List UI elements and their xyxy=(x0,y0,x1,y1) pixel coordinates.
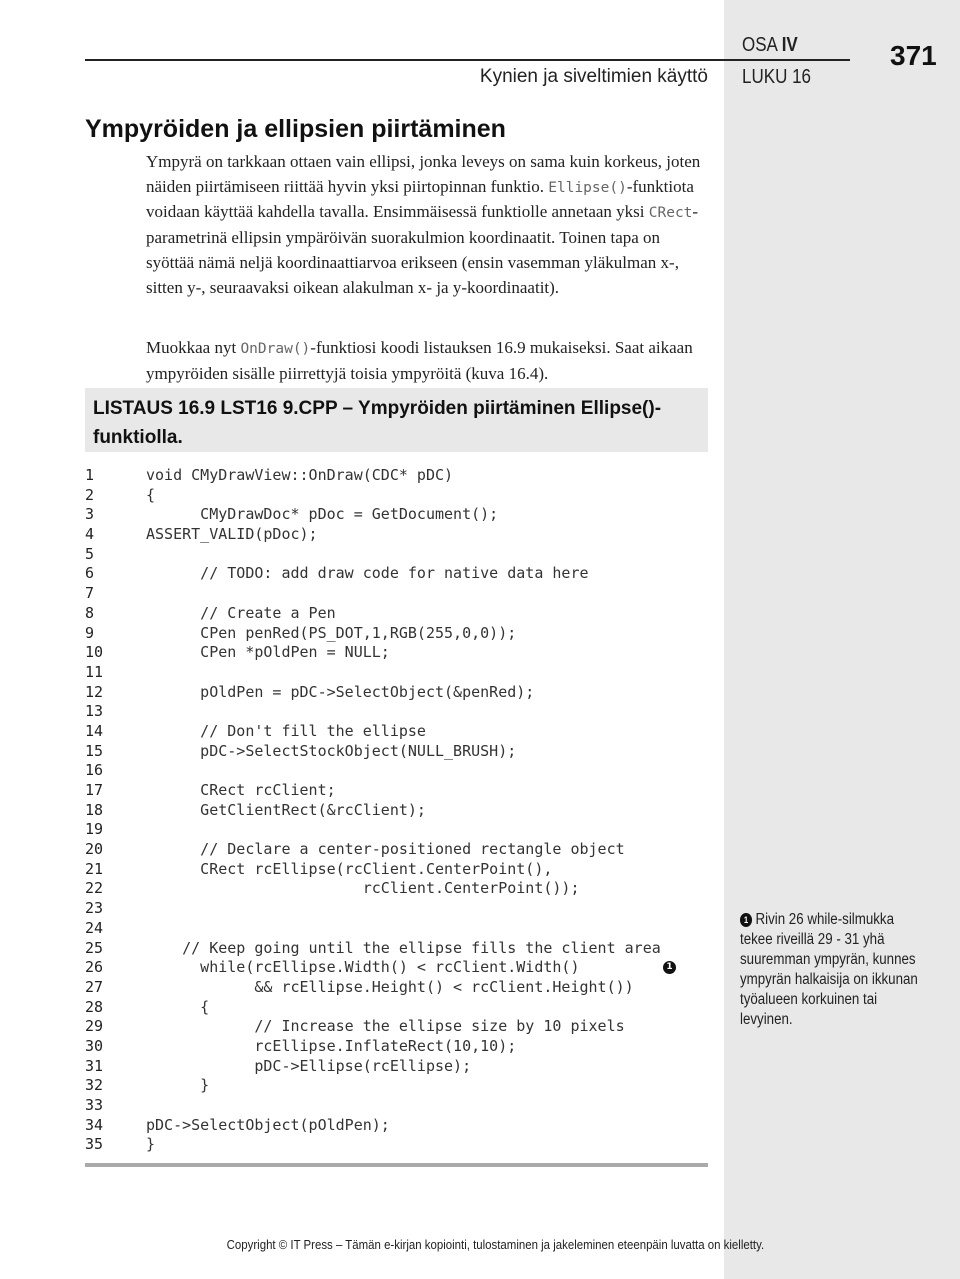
code-line xyxy=(85,584,725,604)
line-number: 26 xyxy=(85,958,104,977)
code-line xyxy=(85,978,725,998)
code-line xyxy=(85,683,725,703)
code-text: pOldPen = pDC->SelectObject(&penRed); xyxy=(146,682,535,701)
part-prefix: OSA xyxy=(742,34,777,56)
code-line xyxy=(85,564,725,584)
line-number: 14 xyxy=(85,721,104,740)
inline-code-crect: CRect xyxy=(648,205,693,222)
line-number: 33 xyxy=(85,1096,104,1114)
code-line xyxy=(85,624,725,644)
instruction-text-1: Muokkaa nyt xyxy=(146,338,241,357)
line-number: 4 xyxy=(85,525,95,544)
code-text: pDC->SelectStockObject(NULL_BRUSH); xyxy=(146,741,517,760)
line-number: 28 xyxy=(85,997,104,1016)
chapter-label: LUKU 16 xyxy=(742,66,811,88)
code-line xyxy=(85,742,725,762)
line-number: 5 xyxy=(85,544,95,563)
code-line xyxy=(85,643,725,663)
line-number: 35 xyxy=(85,1135,104,1154)
margin-note xyxy=(740,910,924,1030)
code-line xyxy=(85,525,725,545)
code-line xyxy=(85,604,725,624)
line-number: 8 xyxy=(85,603,95,622)
code-text: } xyxy=(146,1135,156,1154)
code-line xyxy=(85,663,725,683)
line-number: 29 xyxy=(85,1017,104,1036)
line-number: 1 xyxy=(85,466,95,484)
instruction-text-2: -funktiosi koodi listauksen 16.9 mukaiseksi. Saat aikaan ympyröiden sisälle piirrettyjä toisia ympyröitä (kuva 16.4). xyxy=(146,338,693,383)
intro-text-2: -funktiota voidaan käyttää kahdella tavalla. Ensimmäisessä funktiolle annetaan yksi xyxy=(146,176,694,222)
listing-caption: LISTAUS 16.9 LST16 9.CPP – Ympyröiden piirtäminen Ellipse()-funktiolla. xyxy=(93,398,662,448)
running-head: Kynien ja siveltimien käyttö xyxy=(479,66,708,87)
code-line xyxy=(85,801,725,821)
code-text: // Increase the ellipse size by 10 pixels xyxy=(146,1017,625,1036)
code-line xyxy=(85,1135,725,1155)
line-number: 12 xyxy=(85,682,104,701)
line-number: 15 xyxy=(85,741,104,760)
part-number: IV xyxy=(781,34,798,56)
line-number: 34 xyxy=(85,1115,104,1134)
code-text: CPen penRed(PS_DOT,1,RGB(255,0,0)); xyxy=(146,623,517,642)
code-line xyxy=(85,919,725,939)
instruction-paragraph xyxy=(146,336,706,386)
code-text: pDC->Ellipse(rcEllipse); xyxy=(146,1056,472,1075)
margin-note-text: Rivin 26 while-silmukka tekee riveillä 29 - 31 yhä suuremman ympyrän, kunnes ympyrän halkaisija on ikkunan työalueen korkuinen tai levyinen. xyxy=(740,911,918,1028)
line-number: 20 xyxy=(85,840,104,859)
intro-paragraph xyxy=(146,150,706,300)
code-text: // Don't fill the ellipse xyxy=(146,721,426,740)
note-marker-icon: 1 xyxy=(740,913,752,927)
intro-text-1: Ympyrä on tarkkaan ottaen vain ellipsi, jonka leveys on sama kuin korkeus, joten näiden piirtämiseen riittää hyvin yksi piirtopinnan funktio. xyxy=(146,152,701,196)
copyright-text: Copyright © IT Press – Tämän e-kirjan kopiointi, tulostaminen ja jakeleminen eteenpäin luvatta on kielletty. xyxy=(226,1237,764,1252)
code-text: GetClientRect(&rcClient); xyxy=(146,800,426,819)
line-number: 30 xyxy=(85,1036,104,1055)
line-number: 13 xyxy=(85,702,104,721)
code-line xyxy=(85,1057,725,1077)
line-number: 18 xyxy=(85,800,104,819)
line-number: 11 xyxy=(85,662,104,681)
line-number: 31 xyxy=(85,1056,104,1075)
code-text: { xyxy=(146,485,156,504)
code-line xyxy=(85,505,725,525)
inline-code-ondraw: OnDraw() xyxy=(240,341,311,357)
code-line xyxy=(85,820,725,840)
line-number: 9 xyxy=(85,623,95,642)
code-line xyxy=(85,899,725,919)
code-text: while(rcEllipse.Width() < rcClient.Width() xyxy=(146,958,580,977)
line-number: 21 xyxy=(85,859,104,878)
code-line xyxy=(85,486,725,506)
header-rule xyxy=(85,59,850,61)
code-text: ASSERT_VALID(pDoc); xyxy=(146,525,318,544)
line-number: 32 xyxy=(85,1076,104,1095)
line-number: 22 xyxy=(85,879,104,898)
code-line xyxy=(85,939,725,959)
code-line xyxy=(85,1076,725,1096)
line-number: 7 xyxy=(85,584,95,603)
line-number: 24 xyxy=(85,918,104,937)
code-text: // Create a Pen xyxy=(146,603,336,622)
chapter-sidebar xyxy=(724,0,960,1279)
code-text: } xyxy=(146,1076,210,1095)
line-number: 10 xyxy=(85,643,104,662)
line-number: 2 xyxy=(85,485,95,504)
code-line xyxy=(85,722,725,742)
listing-end-rule xyxy=(85,1163,708,1167)
section-heading: Ympyröiden ja ellipsien piirtäminen xyxy=(85,115,506,143)
code-text: CRect rcClient; xyxy=(146,781,336,799)
intro-text-3: -parametrinä ellipsin ympäröivän suorakulmion koordinaatit. Toinen tapa on syöttää nämä neljä koordinaattiarvoa erikseen (ensin vasemman yläkulman x-, sitten y-, seuraavaksi oikean alakulman x- ja y-koordinaatit). xyxy=(146,202,699,297)
line-number: 17 xyxy=(85,781,104,799)
code-line xyxy=(85,998,725,1018)
code-line xyxy=(85,958,725,978)
line-number: 3 xyxy=(85,505,95,524)
code-text: // Keep going until the ellipse fills the client area xyxy=(146,938,661,957)
code-text: // TODO: add draw code for native data here xyxy=(146,564,589,583)
code-line xyxy=(85,840,725,860)
code-text: rcEllipse.InflateRect(10,10); xyxy=(146,1036,517,1055)
code-text: // Declare a center-positioned rectangle object xyxy=(146,840,625,859)
code-line xyxy=(85,1017,725,1037)
code-line xyxy=(85,545,725,565)
part-label xyxy=(742,34,798,57)
code-line xyxy=(85,466,725,486)
code-text: void CMyDrawView::OnDraw(CDC* pDC) xyxy=(146,466,454,484)
code-line xyxy=(85,1116,725,1136)
code-text: && rcEllipse.Height() < rcClient.Height()) xyxy=(146,977,634,996)
code-text: pDC->SelectObject(pOldPen); xyxy=(146,1115,390,1134)
code-line xyxy=(85,761,725,781)
page-number: 371 xyxy=(890,40,937,71)
code-line xyxy=(85,781,725,801)
code-line xyxy=(85,1096,725,1116)
line-number: 25 xyxy=(85,938,104,957)
code-text: rcClient.CenterPoint()); xyxy=(146,879,580,898)
line-number: 23 xyxy=(85,899,104,918)
code-text: CPen *pOldPen = NULL; xyxy=(146,643,390,662)
code-text: CRect rcEllipse(rcClient.CenterPoint(), xyxy=(146,859,553,878)
code-line xyxy=(85,860,725,880)
code-text: { xyxy=(146,997,210,1016)
line-number: 16 xyxy=(85,761,104,780)
code-line xyxy=(85,879,725,899)
callout-marker-icon: 1 xyxy=(663,961,676,974)
code-line xyxy=(85,1037,725,1057)
line-number: 19 xyxy=(85,820,104,839)
inline-code-ellipse: Ellipse() xyxy=(548,179,627,196)
code-text: CMyDrawDoc* pDoc = GetDocument(); xyxy=(146,505,499,524)
copyright-footer xyxy=(0,1237,960,1252)
line-number: 27 xyxy=(85,977,104,996)
line-number: 6 xyxy=(85,564,95,583)
code-listing xyxy=(85,466,725,1155)
code-line xyxy=(85,702,725,722)
listing-caption-box xyxy=(85,388,708,452)
